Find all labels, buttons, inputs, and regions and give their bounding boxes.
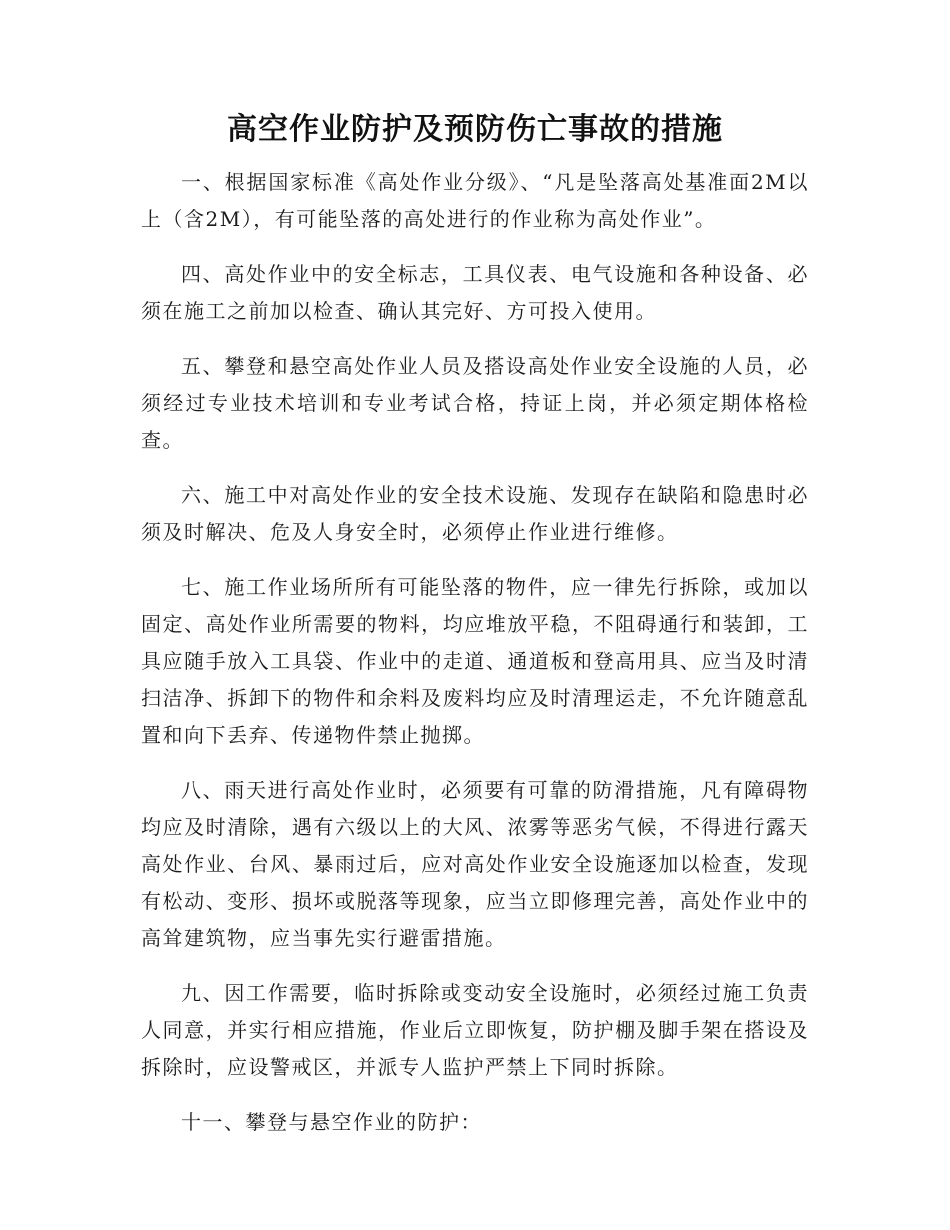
paragraph-8: 八、雨天进行高处作业时，必须要有可靠的防滑措施，凡有障碍物均应及时清除，遇有六级以上的大风、浓雾等恶劣气候，不得进行露天高处作业、台风、暴雨过后，应对高处作业安全设施逐加以检查，发现有松动、变形、损坏或脱落等现象，应当立即修理完善，高处作业中的高耸建筑物，应当事先实行避雷措施。 <box>141 778 809 950</box>
paragraph-7: 七、施工作业场所所有可能坠落的物件，应一律先行拆除，或加以固定、高处作业所需要的物料，均应堆放平稳，不阻碍通行和装卸，工具应随手放入工具袋、作业中的走道、通道板和登高用具、应当及时清扫洁净、拆卸下的物件和余料及废料均应及时清理运走，不允许随意乱置和向下丢弃、传递物件禁止抛掷。 <box>141 575 809 747</box>
paragraph-1: 一、根据国家标准《高处作业分级》、“凡是坠落高处基准面2M以上（含2M），有可能坠落的高处进行的作业称为高处作业”。 <box>141 170 809 231</box>
document-body <box>141 164 809 1159</box>
paragraph-9: 九、因工作需要，临时拆除或变动安全设施时，必须经过施工负责人同意，并实行相应措施，作业后立即恢复，防护棚及脚手架在搭设及拆除时，应设警戒区，并派专人监护严禁上下同时拆除。 <box>141 981 809 1079</box>
paragraph-6: 六、施工中对高处作业的安全技术设施、发现存在缺陷和隐患时必须及时解决、危及人身安全时，必须停止作业进行维修。 <box>141 483 809 544</box>
document-title: 高空作业防护及预防伤亡事故的措施 <box>227 112 723 147</box>
paragraph-11: 十一、攀登与悬空作业的防护： <box>181 1110 482 1134</box>
paragraph-5: 五、攀登和悬空高处作业人员及搭设高处作业安全设施的人员，必须经过专业技术培训和专业考试合格，持证上岗，并必须定期体格检查。 <box>141 354 809 452</box>
paragraph-4: 四、高处作业中的安全标志，工具仪表、电气设施和各种设备、必须在施工之前加以检查、确认其完好、方可投入使用。 <box>141 262 809 323</box>
